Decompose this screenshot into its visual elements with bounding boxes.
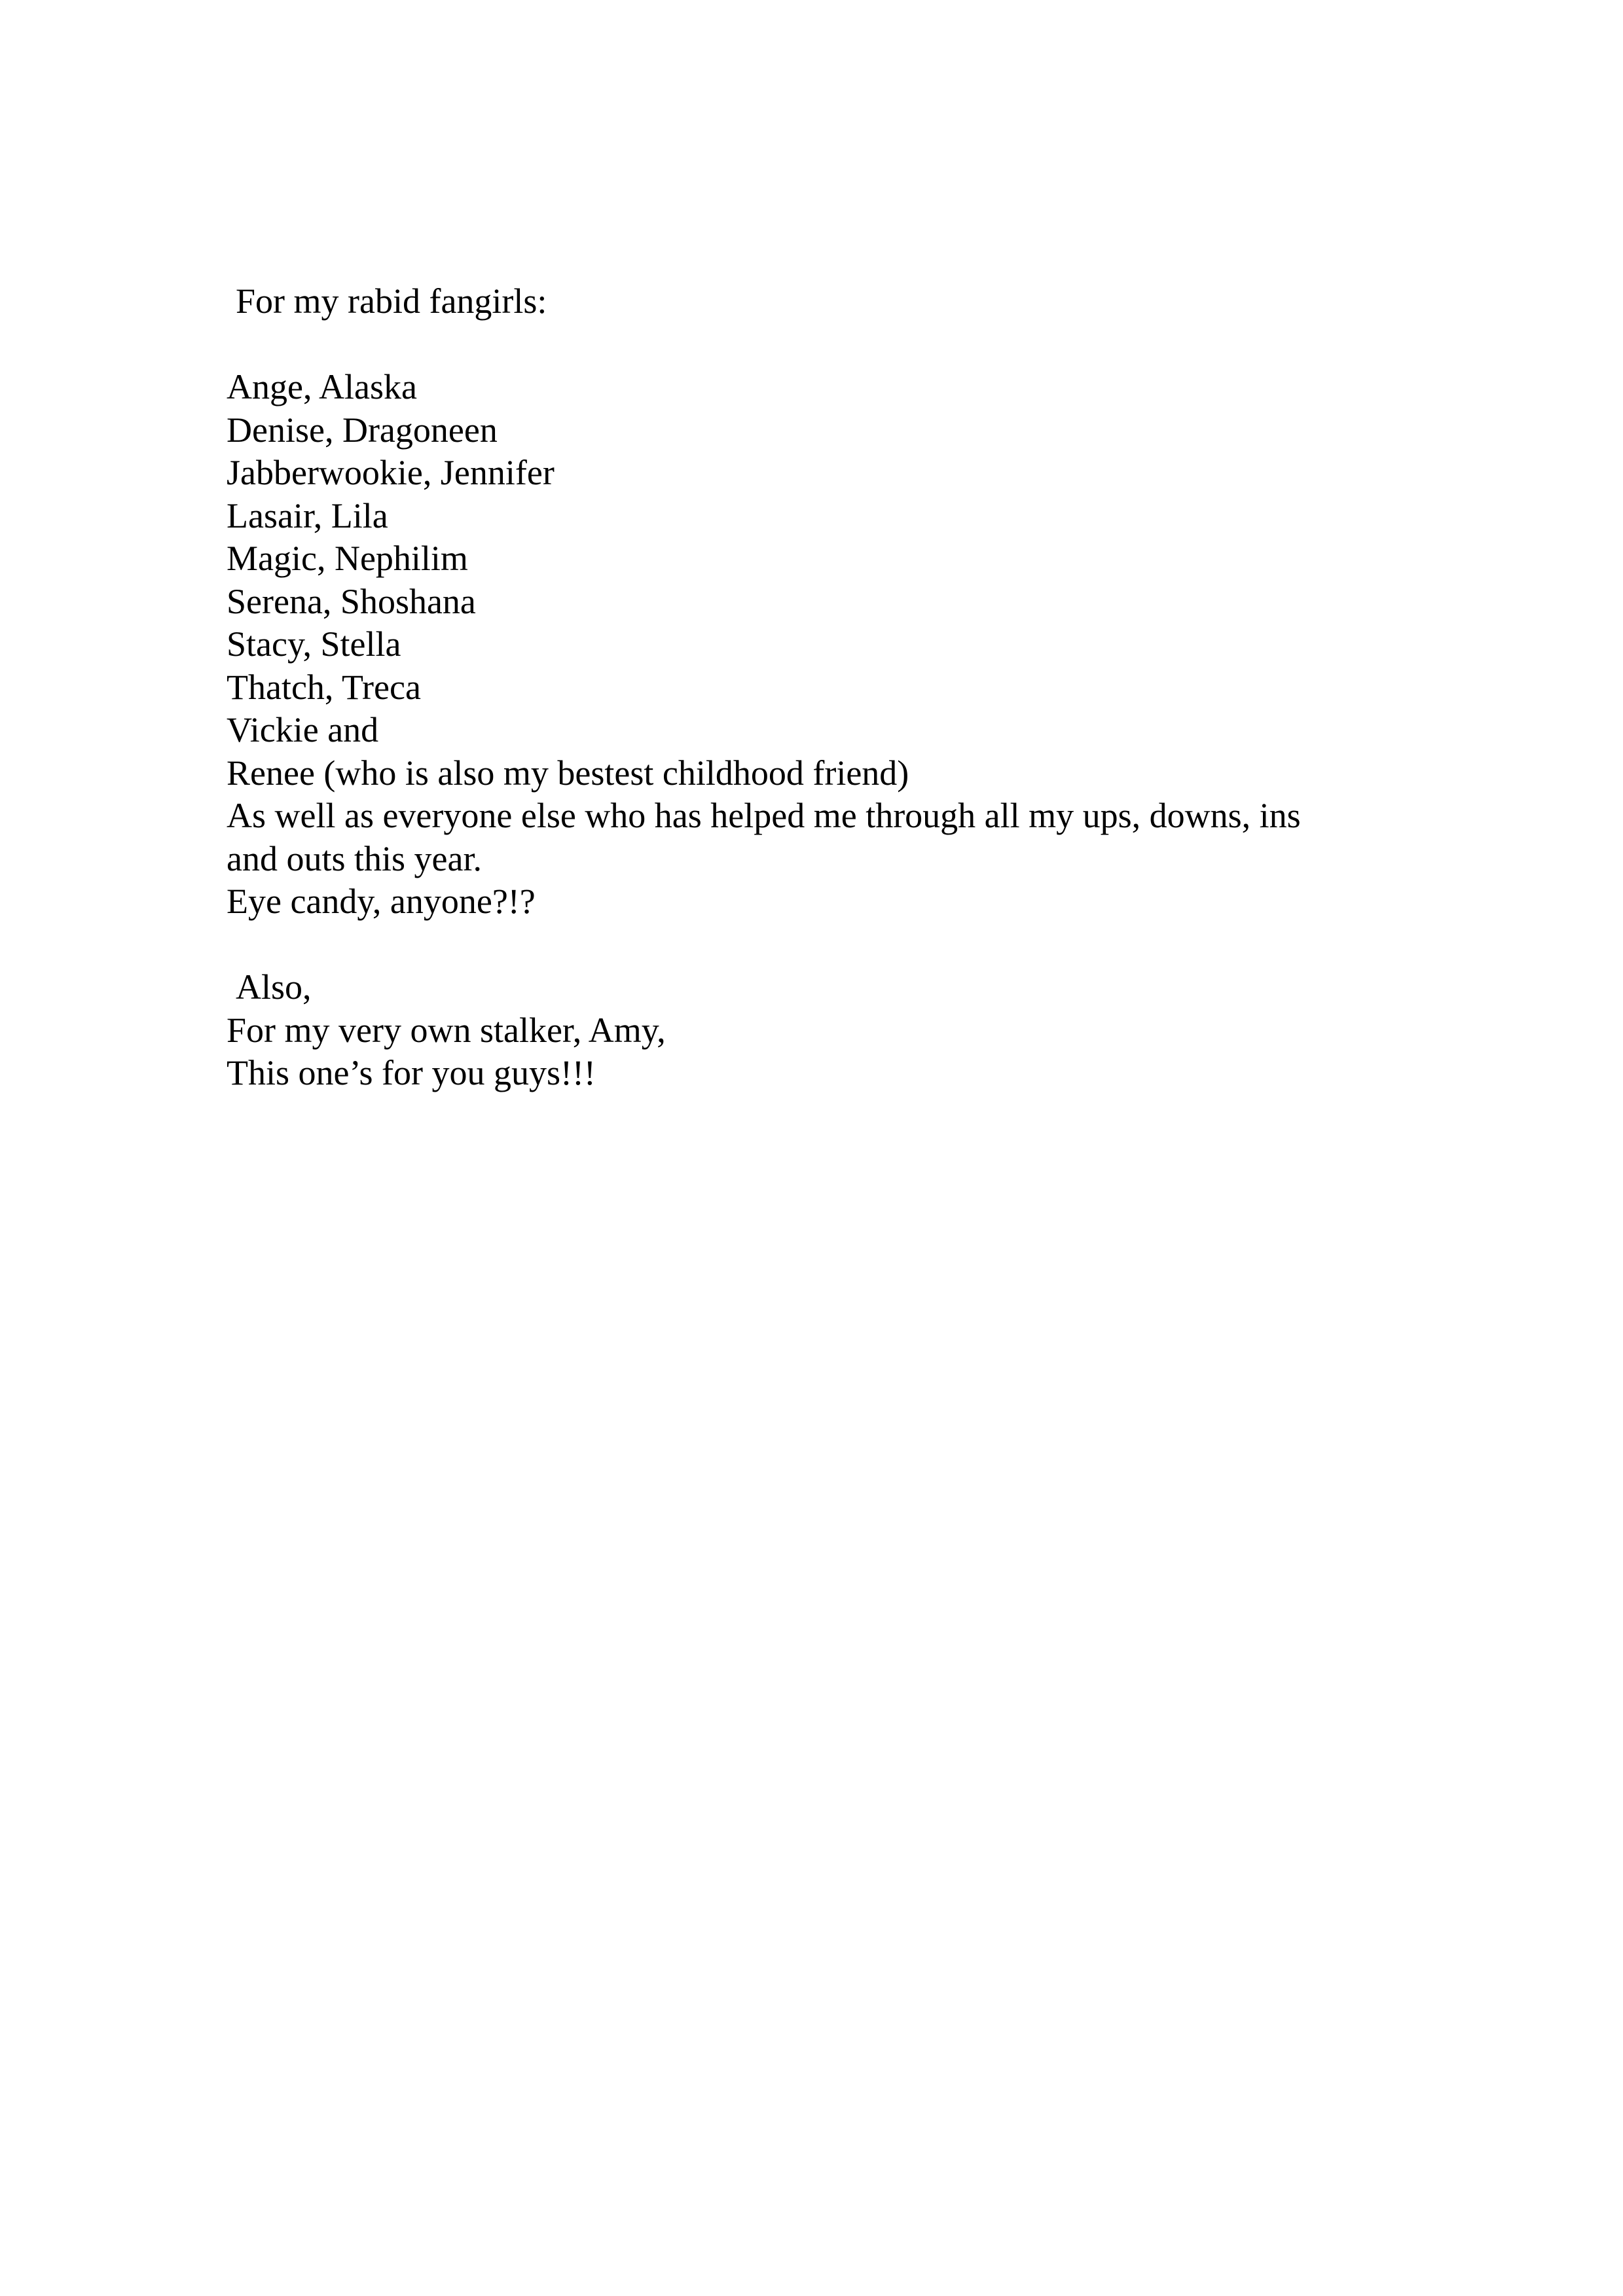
- everyone-line-continued: and outs this year.: [227, 838, 482, 878]
- eye-candy-line: Eye candy, anyone?!?: [227, 882, 536, 921]
- name-line: Vickie and: [227, 710, 379, 749]
- name-line: Denise, Dragoneen: [227, 410, 498, 450]
- blank-line: [227, 323, 1470, 367]
- closing-line: This one’s for you guys!!!: [227, 1053, 596, 1092]
- name-line: Thatch, Treca: [227, 667, 421, 707]
- everyone-line: As well as everyone else who has helped me through all my ups, downs, ins: [227, 796, 1301, 835]
- stalker-line: For my very own stalker, Amy,: [227, 1010, 666, 1050]
- name-line: Stacy, Stella: [227, 624, 401, 664]
- name-line: Lasair, Lila: [227, 495, 388, 535]
- name-line: Magic, Nephilim: [227, 539, 468, 578]
- name-line: Jabberwookie, Jennifer: [227, 453, 555, 492]
- name-line: Ange, Alaska: [227, 367, 417, 406]
- dedication-text: [227, 280, 1470, 1095]
- name-line: Serena, Shoshana: [227, 581, 476, 621]
- also-line: Also,: [236, 967, 312, 1007]
- dedication-heading: For my rabid fangirls:: [236, 281, 547, 321]
- blank-line: [227, 924, 1470, 967]
- name-line: Renee (who is also my bestest childhood friend): [227, 753, 909, 793]
